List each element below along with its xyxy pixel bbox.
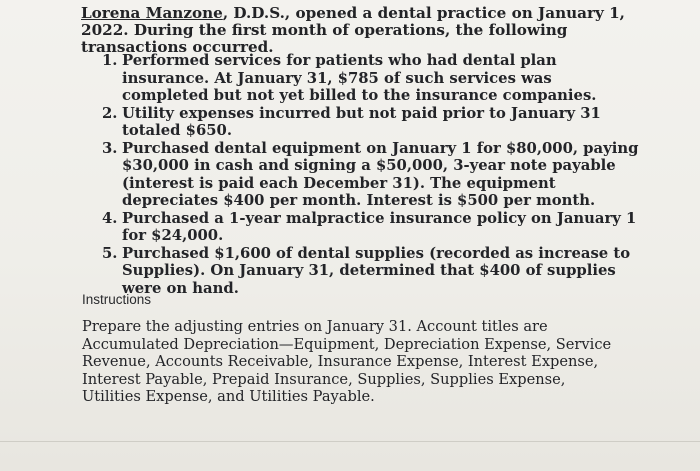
transaction-item [102, 105, 642, 140]
instructions-heading: Instructions [82, 292, 152, 307]
problem-intro [81, 5, 661, 56]
transaction-text: Purchased a 1-year malpractice insurance policy on January 1 for $24,000. [122, 209, 637, 244]
transaction-text: Performed services for patients who had dental plan insurance. At January 31, $785 of such services was completed but not yet billed to the insurance companies. [122, 52, 597, 104]
instructions-text: Prepare the adjusting entries on January 31. Account titles are Accumulated Depreciation—Equipment, Depreciation Expense, Service Revenue, Accounts Receivable, Insurance Expense, Interest Expense, Interest Payable, Prepaid Insurance, Supplies, Supplies Expense, Utilities Expense, and Utilities Payable. [82, 318, 612, 406]
intro-name: Lorena Manzone [81, 4, 223, 22]
transaction-text: Purchased $1,600 of dental supplies (recorded as increase to Supplies). On January 31, determined that $400 of supplies were on hand. [122, 244, 631, 297]
transactions-list [102, 52, 642, 297]
transaction-item [102, 140, 642, 210]
transaction-number: 5. [102, 244, 118, 262]
transaction-number: 2. [102, 104, 118, 122]
transaction-number: 1. [102, 52, 118, 69]
transaction-text: Utility expenses incurred but not paid prior to January 31 totaled $650. [122, 104, 601, 139]
transaction-item [102, 245, 642, 298]
transaction-text: Purchased dental equipment on January 1 for $80,000, paying $30,000 in cash and signing a $50,000, 3-year note payable (interest is paid each December 31). The equipment depreciates $400 per month. Interest is $500 per month. [122, 139, 639, 209]
intro-text: , D.D.S., opened a dental practice on January 1, 2022. During the first month of operations, the following transactions occurred. [81, 4, 625, 56]
transaction-number: 4. [102, 209, 118, 227]
bottom-divider [0, 441, 700, 442]
transaction-item [102, 210, 642, 245]
transaction-item [102, 52, 642, 105]
transaction-number: 3. [102, 139, 118, 157]
